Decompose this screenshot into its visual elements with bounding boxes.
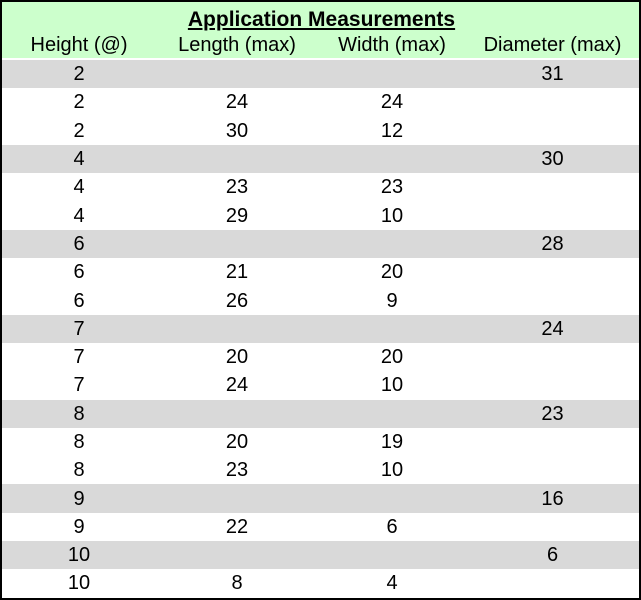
height-cell: 8 xyxy=(73,431,85,453)
table-row xyxy=(2,456,639,484)
height-cell: 6 xyxy=(73,232,85,255)
table-row xyxy=(2,513,639,541)
length-cell: 23 xyxy=(225,459,249,482)
table-row xyxy=(2,145,639,173)
table-row xyxy=(2,371,639,399)
column-header-height: Height (@) xyxy=(30,34,128,56)
width-cell: 10 xyxy=(380,204,404,227)
height-cell: 8 xyxy=(73,402,85,425)
column-header-diameter: Diameter (max) xyxy=(483,34,622,56)
height-cell: 6 xyxy=(73,261,85,284)
height-cell: 8 xyxy=(73,459,85,482)
table-row xyxy=(2,541,639,569)
length-cell: 20 xyxy=(225,346,249,369)
table-title: Application Measurements xyxy=(187,8,456,31)
table-row xyxy=(2,88,639,116)
length-cell: 24 xyxy=(225,374,249,397)
height-cell: 4 xyxy=(73,148,85,171)
diameter-cell: 30 xyxy=(541,148,564,171)
length-cell: 26 xyxy=(225,289,249,312)
width-cell: 9 xyxy=(386,289,398,312)
height-cell: 2 xyxy=(73,91,85,114)
width-cell: 10 xyxy=(380,374,404,397)
table-row xyxy=(2,484,639,512)
table-row xyxy=(2,286,639,314)
column-headers xyxy=(2,32,639,58)
height-cell: 10 xyxy=(67,572,91,595)
height-cell: 6 xyxy=(73,289,85,312)
table-row xyxy=(2,400,639,428)
diameter-cell: 16 xyxy=(541,487,564,510)
width-cell: 20 xyxy=(380,261,404,284)
table-row xyxy=(2,428,639,456)
width-cell: 12 xyxy=(380,119,404,142)
title-row xyxy=(2,2,639,32)
height-cell: 9 xyxy=(73,515,85,538)
length-cell: 29 xyxy=(225,204,249,227)
column-header-width: Width (max) xyxy=(338,34,446,56)
height-cell: 4 xyxy=(73,176,85,199)
length-cell: 23 xyxy=(225,176,249,199)
diameter-cell: 31 xyxy=(541,63,564,86)
width-cell: 20 xyxy=(380,346,404,369)
height-cell: 9 xyxy=(73,487,85,510)
width-cell: 24 xyxy=(380,91,404,114)
height-cell: 7 xyxy=(73,346,85,369)
height-cell: 4 xyxy=(73,204,85,227)
height-cell: 10 xyxy=(67,544,91,567)
table-row xyxy=(2,201,639,229)
length-cell: 30 xyxy=(225,119,249,142)
width-cell: 10 xyxy=(380,459,404,482)
table-body xyxy=(2,60,639,598)
length-cell: 22 xyxy=(225,515,249,538)
height-cell: 7 xyxy=(73,317,85,340)
diameter-cell: 6 xyxy=(546,544,559,567)
table-row xyxy=(2,117,639,145)
length-cell: 8 xyxy=(231,572,243,595)
column-header-length: Length (max) xyxy=(178,34,296,56)
table-row xyxy=(2,343,639,371)
table-row xyxy=(2,569,639,597)
diameter-cell: 24 xyxy=(541,317,564,340)
length-cell: 21 xyxy=(225,261,249,284)
width-cell: 4 xyxy=(386,572,398,595)
height-cell: 2 xyxy=(73,63,85,86)
table-row xyxy=(2,258,639,286)
diameter-cell: 23 xyxy=(541,402,564,425)
width-cell: 19 xyxy=(380,431,404,453)
table-row xyxy=(2,315,639,343)
length-cell: 20 xyxy=(225,431,249,453)
table-row xyxy=(2,230,639,258)
width-cell: 6 xyxy=(386,515,398,538)
length-cell: 24 xyxy=(225,91,249,114)
table-row xyxy=(2,173,639,201)
table-row xyxy=(2,60,639,88)
table-header xyxy=(2,2,639,58)
height-cell: 2 xyxy=(73,119,85,142)
width-cell: 23 xyxy=(380,176,404,199)
height-cell: 7 xyxy=(73,374,85,397)
diameter-cell: 28 xyxy=(541,232,564,255)
